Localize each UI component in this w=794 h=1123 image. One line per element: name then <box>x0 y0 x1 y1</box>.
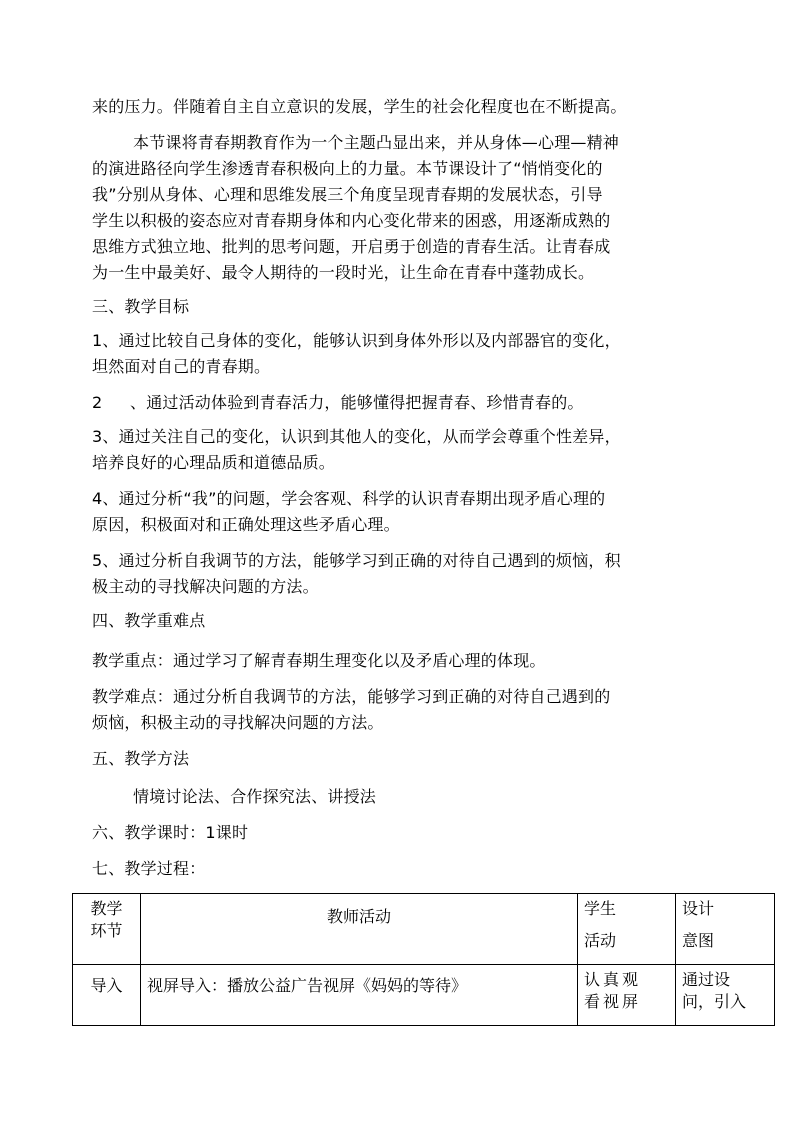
header-text: 教师活动 <box>326 907 391 926</box>
goal-line: 5、通过分析自我调节的方法，能够学习到正确的对待自己遇到的烦恼，积 <box>92 551 621 570</box>
header-text: 活动 <box>584 931 617 950</box>
row-cell-stage: 导入 <box>73 965 141 1026</box>
cell-text: 通过设 <box>682 970 731 989</box>
goal-line: 坦然面对自己的青春期。 <box>92 357 271 376</box>
section-heading: 五、教学方法 <box>92 749 190 768</box>
section-heading: 七、教学过程： <box>92 859 206 878</box>
row-cell-teacher: 视屏导入：播放公益广告视屏《妈妈的等待》 <box>141 965 578 1026</box>
table-header-row <box>73 894 775 965</box>
cell-text: 看视屏 <box>584 992 642 1011</box>
header-text: 教学 <box>90 899 123 918</box>
row-cell-intent <box>676 965 775 1026</box>
key-point: 教学重点：通过学习了解青春期生理变化以及矛盾心理的体现。 <box>92 651 546 670</box>
cell-text: 认真观 <box>584 970 642 989</box>
cell-text: 问，引入 <box>682 992 747 1011</box>
paragraph-line: 本节课将青春期教育作为一个主题凸显出来，并从身体—心理—精神 <box>133 133 620 152</box>
paragraph-line: 我”分别从身体、心理和思维发展三个角度呈现青春期的发展状态，引导 <box>92 185 603 204</box>
goal-line: 4、通过分析“我”的问题，学会客观、科学的认识青春期出现矛盾心理的 <box>92 489 606 508</box>
paragraph-line: 的演进路径向学生渗透青春积极向上的力量。本节课设计了“悄悄变化的 <box>92 159 603 178</box>
row-cell-student <box>578 965 676 1026</box>
paragraph-line: 思维方式独立地、批判的思考问题，开启勇于创造的青春生活。让青春成 <box>92 237 611 256</box>
header-cell-stage <box>73 894 141 965</box>
goal-line: 3、通过关注自己的变化，认识到其他人的变化，从而学会尊重个性差异， <box>92 427 621 446</box>
methods-text: 情境讨论法、合作探究法、讲授法 <box>133 787 377 806</box>
section-heading: 六、教学课时：1课时 <box>92 823 249 842</box>
goal-line: 、通过活动体验到青春活力，能够懂得把握青春、珍惜青春的。 <box>130 393 584 412</box>
header-cell-intent <box>676 894 775 965</box>
difficult-point-line: 烦恼，积极主动的寻找解决问题的方法。 <box>92 713 384 732</box>
header-text: 意图 <box>682 931 715 950</box>
header-cell-teacher <box>141 894 578 965</box>
header-text: 学生 <box>584 899 617 918</box>
goal-line: 极主动的寻找解决问题的方法。 <box>92 577 319 596</box>
goal-line: 培养良好的心理品质和道德品质。 <box>92 453 336 472</box>
paragraph-line: 学生以积极的姿态应对青春期身体和内心变化带来的困惑，用逐渐成熟的 <box>92 211 611 230</box>
goal-line: 原因，积极面对和正确处理这些矛盾心理。 <box>92 515 400 534</box>
table-row <box>73 965 775 1026</box>
teaching-process-table <box>72 893 775 1026</box>
section-heading: 三、教学目标 <box>92 297 190 316</box>
header-text: 环节 <box>90 921 123 940</box>
header-text: 设计 <box>682 899 715 918</box>
section-heading: 四、教学重难点 <box>92 611 206 630</box>
goal-number: 2 <box>92 393 103 412</box>
goal-line: 1、通过比较自己身体的变化，能够认识到身体外形以及内部器官的变化， <box>92 331 621 350</box>
difficult-point-line: 教学难点：通过分析自我调节的方法，能够学习到正确的对待自己遇到的 <box>92 687 611 706</box>
paragraph-line: 来的压力。伴随着自主自立意识的发展，学生的社会化程度也在不断提高。 <box>92 97 627 116</box>
paragraph-line: 为一生中最美好、最令人期待的一段时光，让生命在青春中蓬勃成长。 <box>92 263 595 282</box>
header-cell-student <box>578 894 676 965</box>
